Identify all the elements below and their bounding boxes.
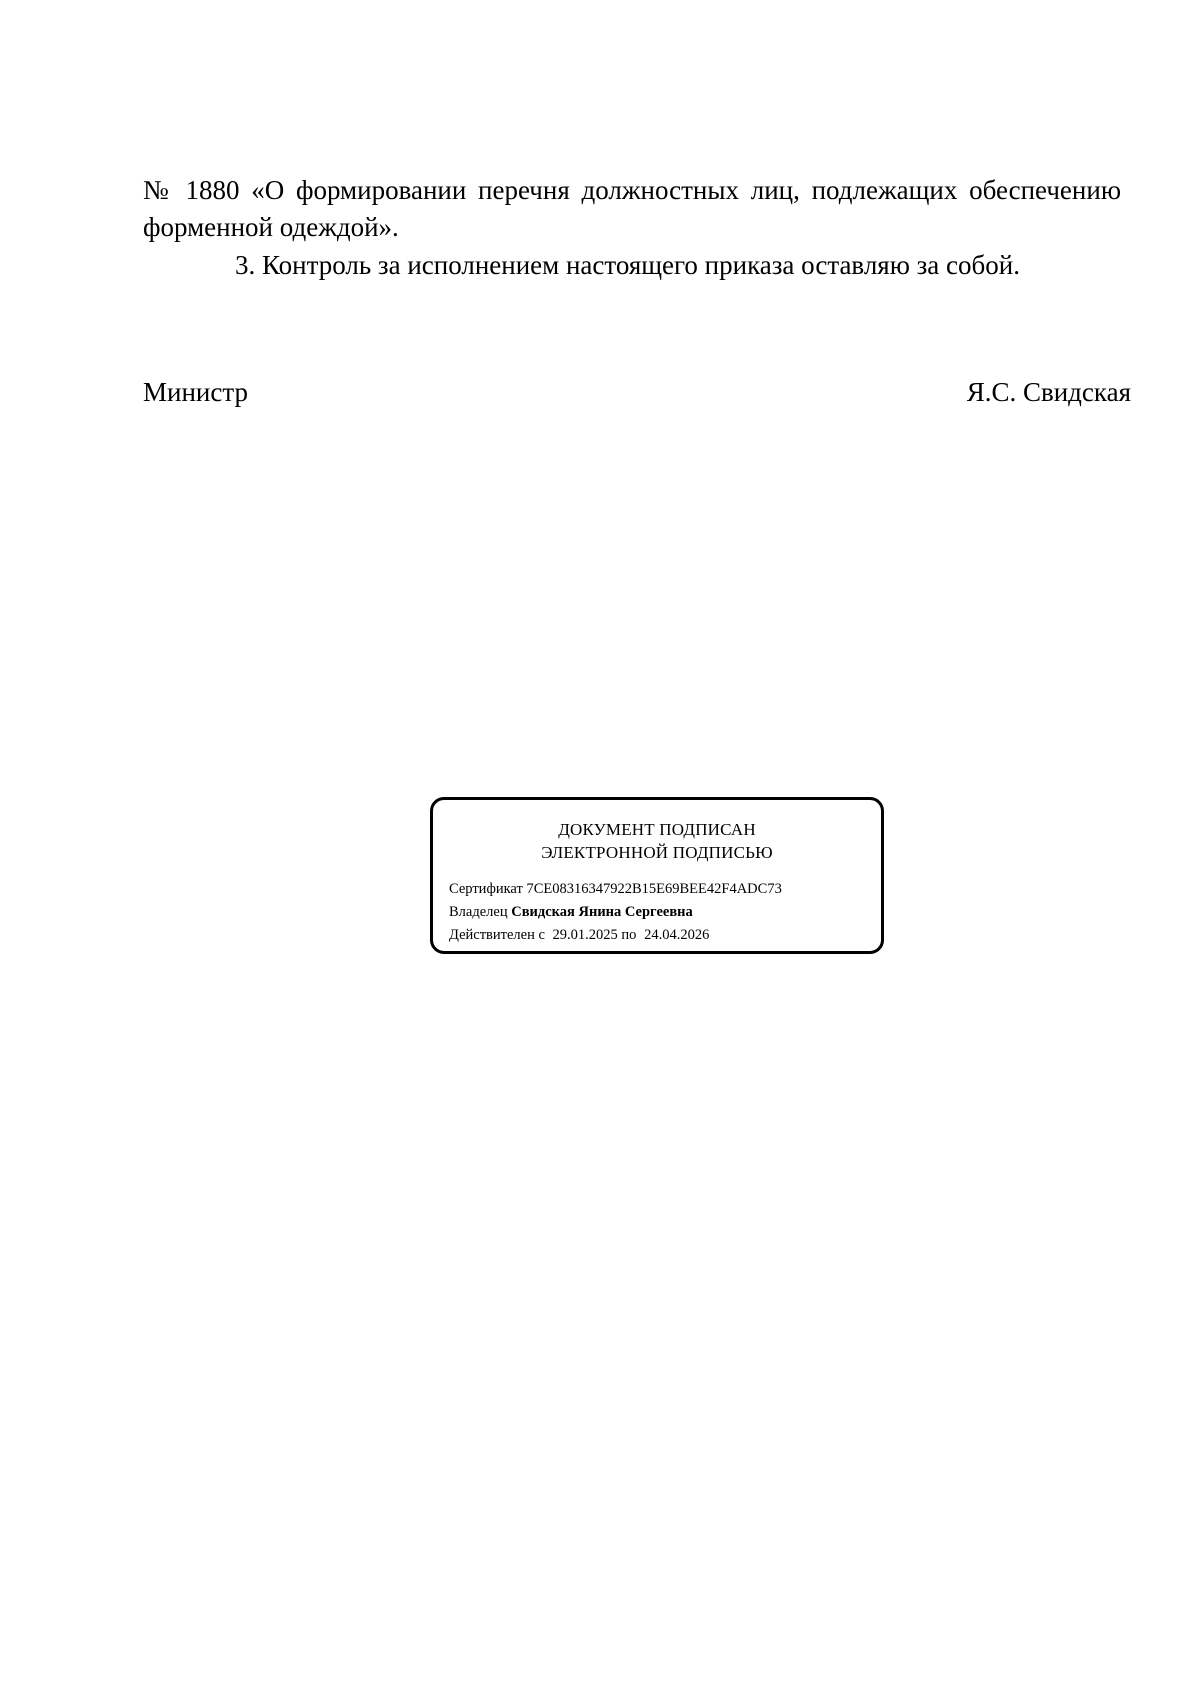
owner-label: Владелец <box>449 904 508 920</box>
valid-from-date: 29.01.2025 <box>552 927 618 943</box>
signatory-name: Я.С. Свидская <box>966 377 1131 407</box>
stamp-title-line2: ЭЛЕКТРОННОЙ ПОДПИСЬЮ <box>541 843 773 862</box>
valid-to-label: по <box>621 927 637 943</box>
electronic-signature-stamp <box>430 797 884 954</box>
stamp-title-line1: ДОКУМЕНТ ПОДПИСАН <box>558 820 756 839</box>
valid-to-date: 24.04.2026 <box>644 927 710 943</box>
stamp-validity-line <box>449 924 881 947</box>
owner-value: Свидская Янина Сергеевна <box>511 904 693 920</box>
certificate-label: Сертификат <box>449 881 523 897</box>
stamp-certificate-line <box>449 878 881 901</box>
stamp-details <box>433 878 881 947</box>
paragraph-continued: № 1880 «О формировании перечня должностных лиц, подлежащих обеспечению форменной одеждой». <box>143 175 1121 242</box>
stamp-title <box>433 818 881 864</box>
valid-from-label: с <box>538 927 545 943</box>
stamp-owner-line <box>449 901 881 924</box>
valid-label: Действителен <box>449 927 535 943</box>
signatory-position: Министр <box>143 377 248 407</box>
certificate-value: 7CE08316347922B15E69BEE42F4ADC73 <box>526 881 782 897</box>
paragraph-item-3: 3. Контроль за исполнением настоящего приказа оставляю за собой. <box>235 250 1020 280</box>
signature-block <box>143 374 1131 411</box>
